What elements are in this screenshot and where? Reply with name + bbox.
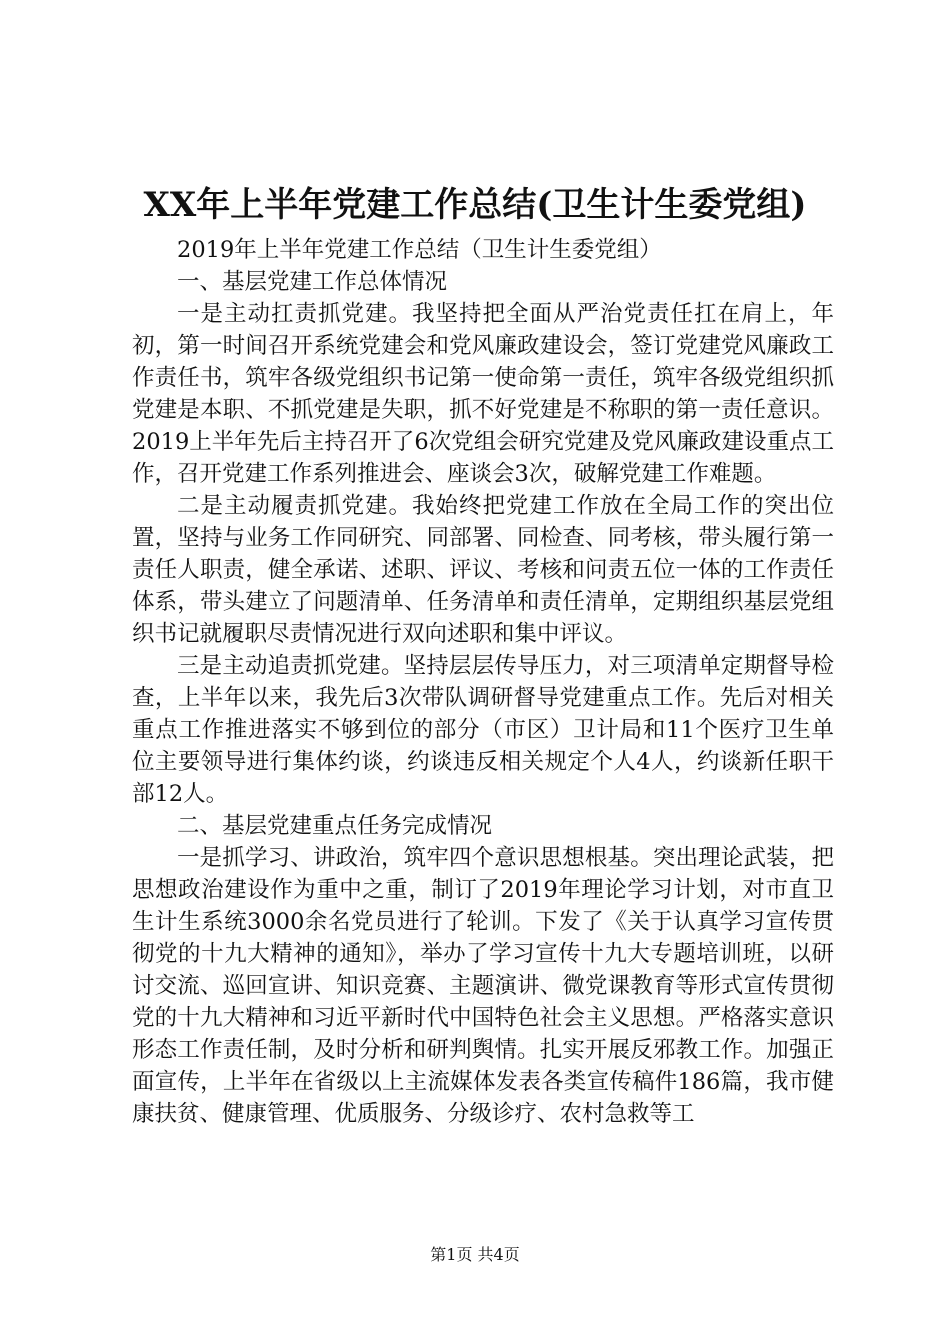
paragraph: 一是主动扛责抓党建。我坚持把全面从严治党责任扛在肩上，年初，第一时间召开系统党建会和党风廉政建设会，签订党建党风廉政工作责任书，筑牢各级党组织书记第一使命第一责任，筑牢各级党组织抓党建是本职、不抓党建是失职，抓不好党建是不称职的第一责任意识。2019上半年先后主持召开了6次党组会研究党建及党风廉政建设重点工作，召开党建工作系列推进会、座谈会3次，破解党建工作难题。: [132, 301, 834, 487]
paragraph-subtitle: 2019年上半年党建工作总结（卫生计生委党组）: [177, 237, 662, 263]
document-title: XX年上半年党建工作总结(卫生计生委党组): [143, 185, 807, 225]
paragraph: 三是主动追责抓党建。坚持层层传导压力，对三项清单定期督导检查，上半年以来，我先后3次带队调研督导党建重点工作。先后对相关重点工作推进落实不够到位的部分（市区）卫计局和11个医疗卫生单位主要领导进行集体约谈，约谈违反相关规定个人4人，约谈新任职干部12人。: [132, 653, 834, 807]
section-heading-1: 一、基层党建工作总体情况: [177, 269, 448, 295]
page-number-footer: 第1页 共4页: [430, 1245, 520, 1264]
paragraph: 二是主动履责抓党建。我始终把党建工作放在全局工作的突出位置，坚持与业务工作同研究、同部署、同检查、同考核，带头履行第一责任人职责，健全承诺、述职、评议、考核和问责五位一体的工作责任体系，带头建立了问题清单、任务清单和责任清单，定期组织基层党组织书记就履职尽责情况进行双向述职和集中评议。: [132, 493, 834, 647]
paragraph: 一是抓学习、讲政治，筑牢四个意识思想根基。突出理论武装，把思想政治建设作为重中之重，制订了2019年理论学习计划，对市直卫生计生系统3000余名党员进行了轮训。下发了《关于认真学习宣传贯彻党的十九大精神的通知》，举办了学习宣传十九大专题培训班，以研讨交流、巡回宣讲、知识竞赛、主题演讲、微党课教育等形式宣传贯彻党的十九大精神和习近平新时代中国特色社会主义思想。严格落实意识形态工作责任制，及时分析和研判舆情。扎实开展反邪教工作。加强正面宣传，上半年在省级以上主流媒体发表各类宣传稿件186篇，我市健康扶贫、健康管理、优质服务、分级诊疗、农村急救等工: [132, 845, 834, 1127]
section-heading-2: 二、基层党建重点任务完成情况: [177, 813, 493, 839]
document-body: [132, 234, 834, 1130]
